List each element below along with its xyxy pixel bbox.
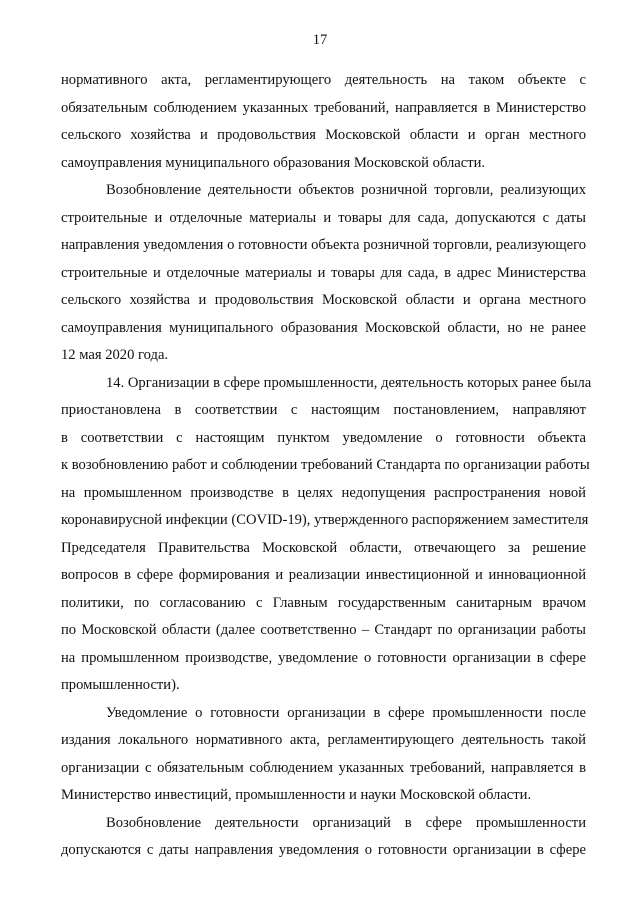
text-line: вопросов в сфере формирования и реализации инвестиционной и инновационной — [61, 567, 586, 583]
text-line: на промышленном производстве в целях недопущения распространения новой — [61, 484, 586, 501]
text-line: Уведомление о готовности организации в сфере промышленности после — [106, 704, 586, 721]
text-line: строительные и отделочные материалы и товары для сада, в адрес Министерства — [61, 264, 586, 281]
text-line: Министерство инвестиций, промышленности и науки Московской области. — [61, 787, 532, 803]
text-line: издания локального нормативного акта, регламентирующего деятельность такой — [61, 732, 586, 748]
text-line: Возобновление деятельности организаций в сфере промышленности — [106, 814, 586, 831]
text-line: строительные и отделочные материалы и товары для сада, допускаются с даты — [61, 209, 586, 226]
text-line: по Московской области (далее соответственно – Стандарт по организации работы — [61, 622, 586, 638]
text-line: Возобновление деятельности объектов розничной торговли, реализующих — [106, 182, 586, 198]
text-line: коронавирусной инфекции (COVID-19), утвержденного распоряжением заместителя — [61, 512, 589, 528]
text-line: направления уведомления о готовности объекта розничной торговли, реализующего — [61, 237, 586, 253]
text-line: нормативного акта, регламентирующего деятельность на таком объекте с — [61, 72, 586, 88]
text-line: на промышленном производстве, уведомление о готовности организации в сфере — [61, 649, 586, 666]
text-line: политики, по согласованию с Главным государственным санитарным врачом — [61, 594, 586, 611]
text-line: сельского хозяйства и продовольствия Московской области и органа местного — [61, 292, 586, 308]
page-number: 17 — [312, 32, 328, 48]
text-line: 12 мая 2020 года. — [61, 347, 169, 363]
document-body — [61, 70, 592, 868]
text-line: обязательным соблюдением указанных требований, направляется в Министерство — [61, 99, 586, 116]
text-line: сельского хозяйства и продовольствия Московской области и орган местного — [61, 127, 586, 143]
text-line: промышленности). — [61, 677, 180, 693]
text-line: самоуправления муниципального образования Московской области, но не ранее — [61, 319, 586, 336]
text-line: в соответствии с настоящим пунктом уведомление о готовности объекта — [61, 429, 586, 446]
text-line: Председателя Правительства Московской области, отвечающего за решение — [61, 539, 586, 556]
text-line: 14. Организации в сфере промышленности, деятельность которых ранее была — [106, 374, 592, 391]
text-line: приостановлена в соответствии с настоящим постановлением, направляют — [61, 402, 586, 418]
text-line: самоуправления муниципального образования Московской области. — [61, 154, 486, 171]
text-line: к возобновлению работ и соблюдении требований Стандарта по организации работы — [61, 457, 590, 473]
text-line: организации с обязательным соблюдением указанных требований, направляется в — [61, 759, 586, 776]
text-line: допускаются с даты направления уведомления о готовности организации в сфере — [61, 842, 586, 858]
